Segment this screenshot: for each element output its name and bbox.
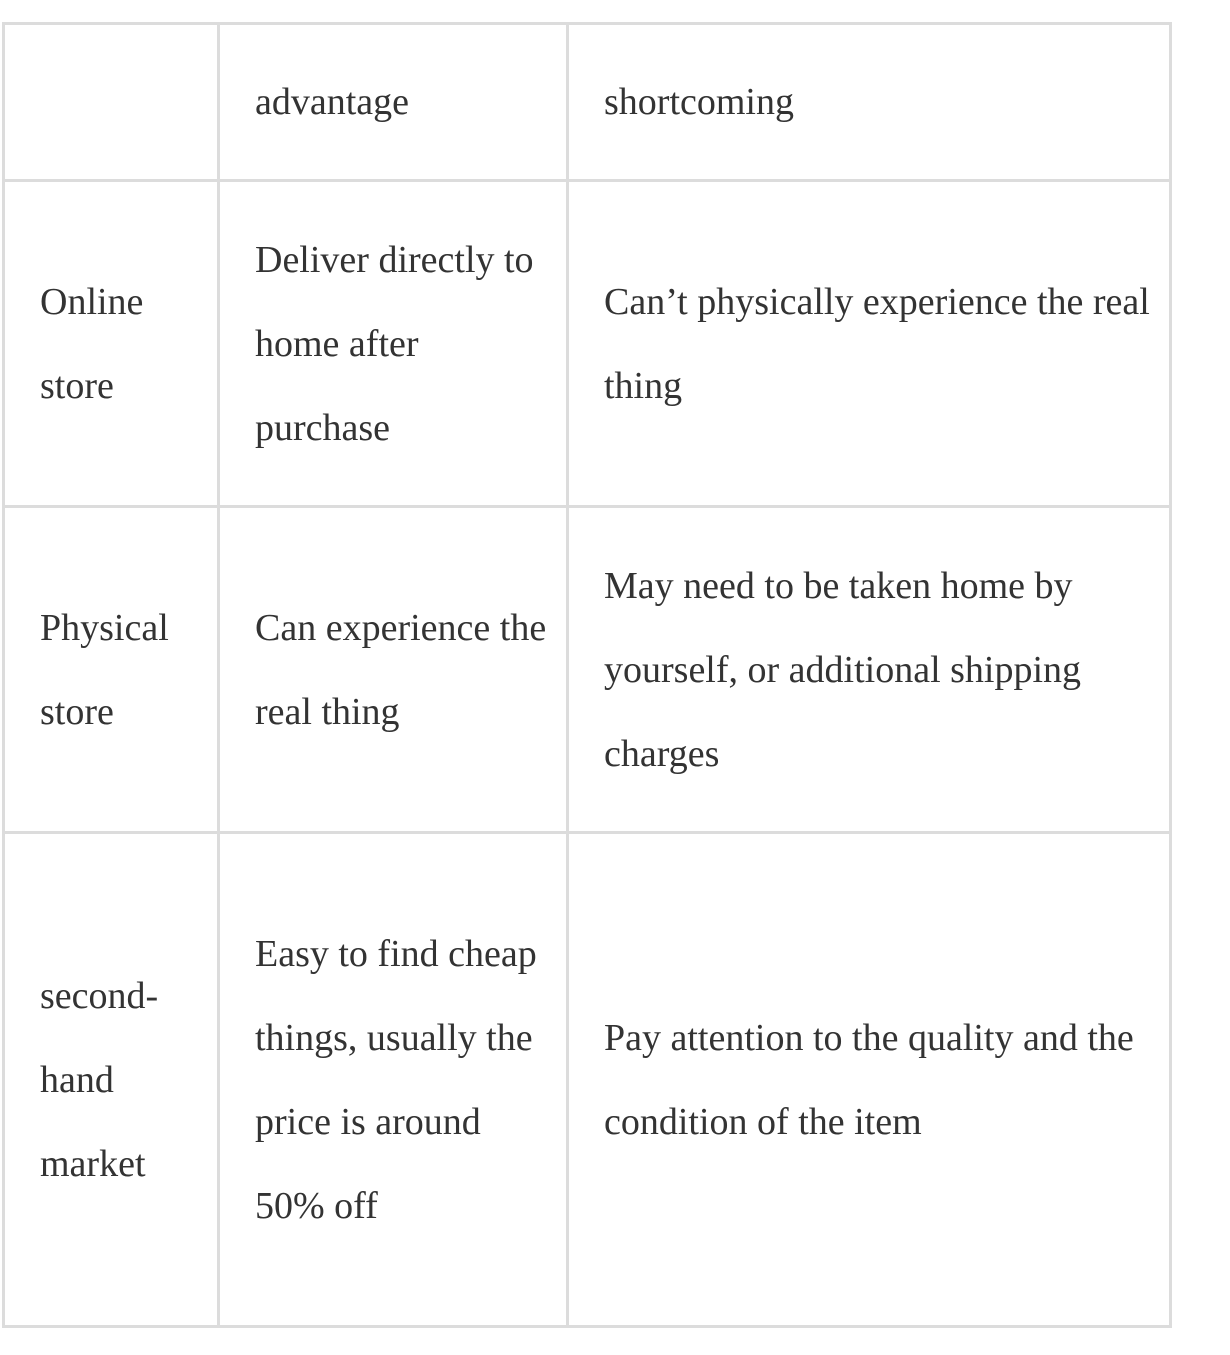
table-header-row (4, 24, 1171, 181)
shortcoming-cell: Pay attention to the quality and the condition of the item (568, 833, 1171, 1327)
row-label-cell: Physical store (4, 507, 219, 833)
table-row (4, 507, 1171, 833)
shortcoming-cell: May need to be taken home by yourself, or additional shipping charges (568, 507, 1171, 833)
row-label-cell: Online store (4, 181, 219, 507)
header-shortcoming-cell: shortcoming (568, 24, 1171, 181)
advantage-cell: Easy to find cheap things, usually the price is around 50% off (219, 833, 568, 1327)
advantage-cell: Can experience the real thing (219, 507, 568, 833)
header-corner-cell (4, 24, 219, 181)
header-advantage-cell: advantage (219, 24, 568, 181)
shortcoming-cell: Can’t physically experience the real thing (568, 181, 1171, 507)
table-row (4, 181, 1171, 507)
comparison-table (2, 22, 1172, 1328)
table-row (4, 833, 1171, 1327)
row-label-cell: second-hand market (4, 833, 219, 1327)
advantage-cell: Deliver directly to home after purchase (219, 181, 568, 507)
